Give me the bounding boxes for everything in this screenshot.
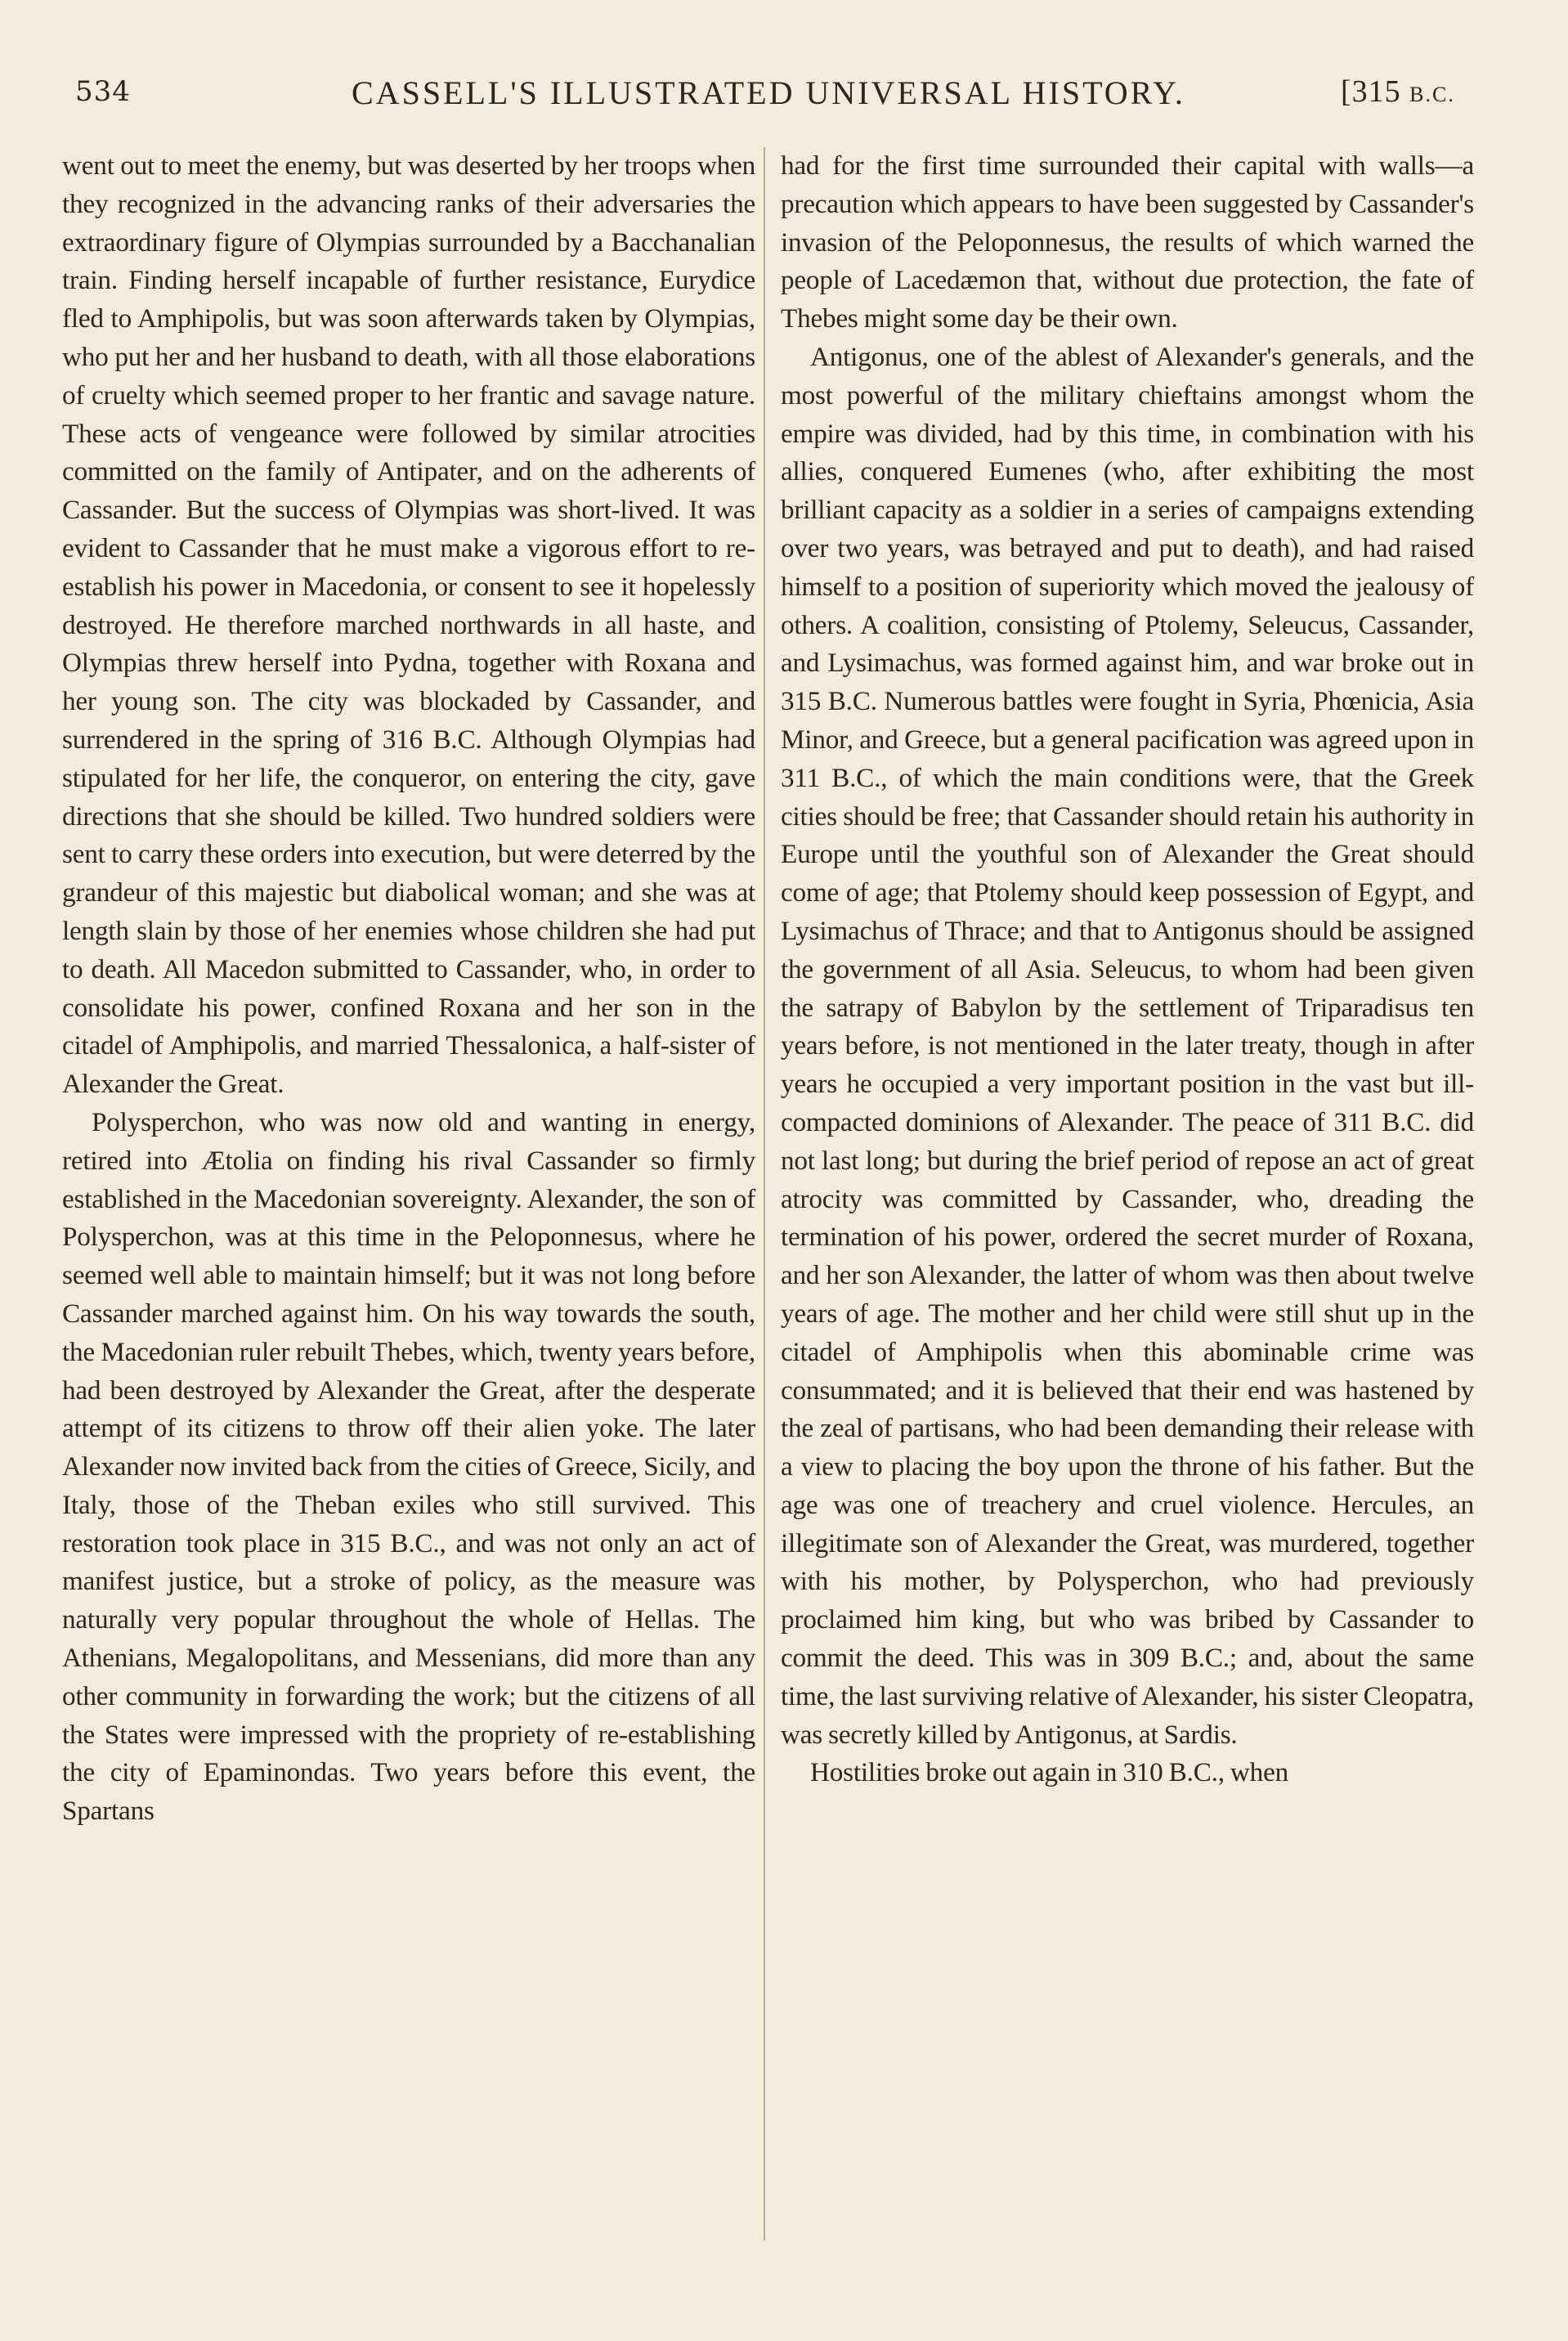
left-paragraph-2: Polysperchon, who was now old and wanting in energy, retired into Ætolia on finding his rival Cassander so firmly established in the Macedonian sovereignty. Alexander, the son of Polysperchon, was at this time in the Peloponnesus, where he seemed well able to maintain himself; but it was not long before Cassander marched against him. On his way towards the south, the Macedonian ruler rebuilt Thebes, which, twenty years before, had been destroyed by Alexander the Great, after the desperate attempt of its citizens to throw off their alien yoke. The later Alexander now invited back from the cities of Greece, Sicily, and Italy, those of the Theban exiles who still survived. This restoration took place in 315 B.C., and was not only an act of manifest justice, but a stroke of policy, as the measure was naturally very popular throughout the whole of Hellas. The Athenians, Megalopolitans, and Messenians, did more than any other community in forwarding the work; but the citizens of all the States were impressed with the propriety of re-establishing the city of Epaminondas. Two years before this event, the Spartans [62,1106,755,1827]
right-paragraph-2: Antigonus, one of the ablest of Alexander's generals, and the most powerful of the military chieftains amongst whom the empire was divided, had by this time, in combination with his allies, conquered Eumenes (who, after exhibiting the most brilliant capacity as a soldier in a series of campaigns extending over two years, was betrayed and put to death), and had raised himself to a position of superiority which moved the jealousy of others. A coalition, consisting of Ptolemy, Seleucus, Cassander, and Lysimachus, was formed against him, and war broke out in 315 B.C. Numerous battles were fought in Syria, Phœnicia, Asia Minor, and Greece, but a general pacification was agreed upon in 311 B.C., of which the main conditions were, that the Greek cities should be free; that Cassander should retain his authority in Europe until the youthful son of Alexander the Great should come of age; that Ptolemy should keep possession of Egypt, and Lysimachus of Thrace; and that to Antigonus should be assigned the government of all Asia. Seleucus, to whom had been given the satrapy of Babylon by the settlement of Triparadisus ten years before, is not mentioned in the later treaty, though in after years he occupied a very important position in the vast but ill-compacted dominions of Alexander. The peace of 311 B.C. did not last long; but during the brief period of repose an act of great atrocity was committed by Cassander, who, dreading the termination of his power, ordered the secret murder of Roxana, and her son Alexander, the latter of whom was then about twelve years of age. The mother and her child were still shut up in the citadel of Amphipolis when this abominable crime was consummated; and it is believed that their end was hastened by the zeal of partisans, who had been demanding their release with a view to placing the boy upon the throne of his father. But the age was one of treachery and cruel violence. Hercules, an illegitimate son of Alexander the Great, was murdered, together with his mother, by Polysperchon, who had previously proclaimed him king, but who was bribed by Cassander to commit the deed. This was in 309 B.C.; and, about the same time, the last surviving relative of Alexander, his sister Cleopatra, was secretly killed by Antigonus, at Sardis. [781,341,1474,1750]
right-paragraph-1: had for the first time surrounded their capital with walls—a precaution which appears to have been suggested by Cassander's invasion of the Peloponnesus, the results of which warned the people of Lacedæmon that, without due protection, the fate of Thebes might some day be their own. [781,150,1474,334]
left-paragraph-1: went out to meet the enemy, but was deserted by her troops when they recognized in the advancing ranks of their adversaries the extraordinary figure of Olympias surrounded by a Bacchanalian train. Finding herself incapable of further resistance, Eurydice fled to Amphipolis, but was soon afterwards taken by Olympias, who put her and her husband to death, with all those elaborations of cruelty which seemed proper to her frantic and savage nature. These acts of vengeance were followed by similar atrocities committed on the family of Antipater, and on the adherents of Cassander. But the success of Olympias was short-lived. It was evident to Cassander that he must make a vigorous effort to re-establish his power in Macedonia, or consent to see it hopelessly destroyed. He therefore marched northwards in all haste, and Olympias threw herself into Pydna, together with Roxana and her young son. The city was blockaded by Cassander, and surrendered in the spring of 316 B.C. Although Olympias had stipulated for her life, the conqueror, on entering the city, gave directions that she should be killed. Two hundred soldiers were sent to carry these orders into execution, but were deterred by the grandeur of this majestic but diabolical woman; and she was at length slain by those of her enemies whose children she had put to death. All Macedon submitted to Cassander, who, in order to consolidate his power, confined Roxana and her son in the citadel of Amphipolis, and married Thessalonica, a half-sister of Alexander the Great. [62,150,755,1100]
left-column [62,147,755,1831]
right-column [781,147,1474,1792]
date-marker [1341,74,1455,110]
page-header [0,69,1568,118]
column-divider [764,147,765,2240]
date-marker-year: [315 [1341,74,1401,109]
page-number: 534 [75,75,131,108]
right-paragraph-3: Hostilities broke out again in 310 B.C., when [810,1757,1289,1788]
date-marker-era: B.C. [1409,83,1455,106]
running-title: CASSELL'S ILLUSTRATED UNIVERSAL HISTORY. [352,74,1185,111]
